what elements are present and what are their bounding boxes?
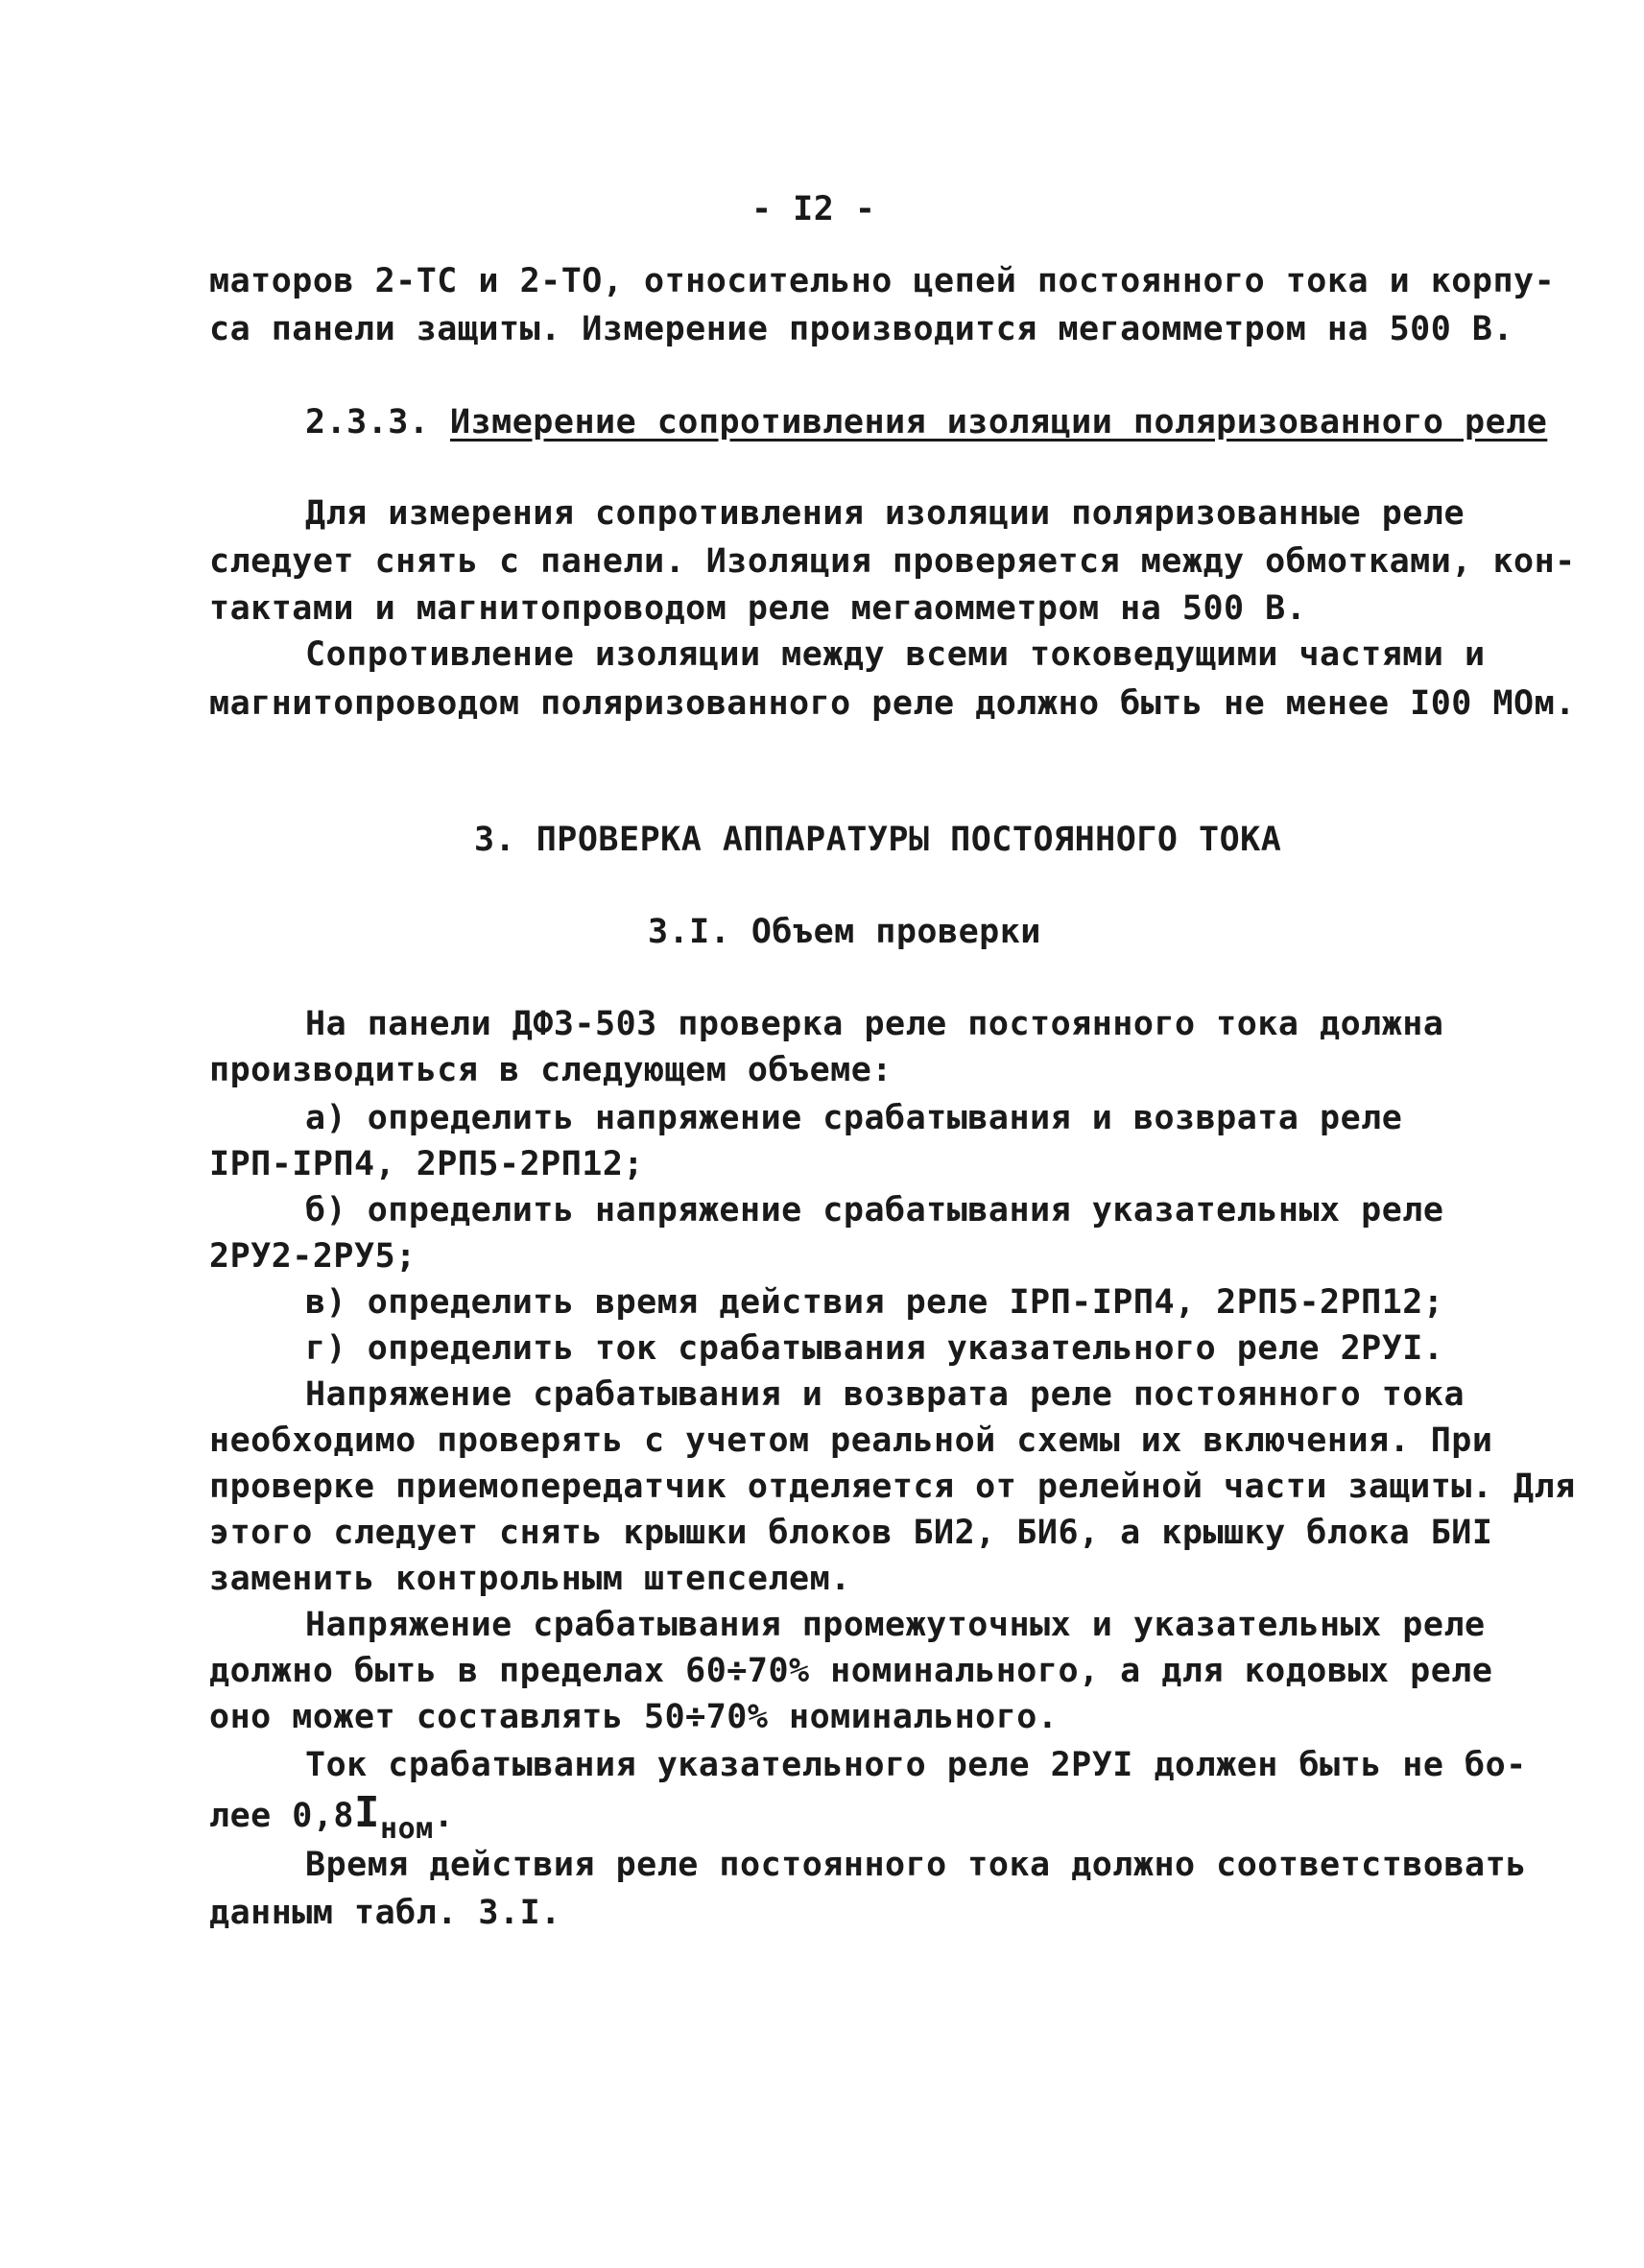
intro-line-2: са панели защиты. Измерение производится мегаомметром на 500 В.	[209, 310, 1514, 348]
s233-p1-line-3: тактами и магнитопроводом реле мегаомметром на 500 В.	[209, 589, 1307, 628]
s3-p3-line-2: должно быть в пределах 60÷70% номинального, а для кодовых реле	[209, 1652, 1493, 1690]
s233-p2-line-2: магнитопроводом поляризованного реле должно быть не менее I00 МОм.	[209, 684, 1576, 723]
s233-p2-line-1: Сопротивление изоляции между всеми токоведущими частями и	[305, 635, 1486, 674]
s233-p1-line-2: следует снять с панели. Изоляция проверяется между обмотками, кон-	[209, 542, 1576, 581]
s3-p5-line-1: Время действия реле постоянного тока должно соответствовать	[305, 1846, 1527, 1884]
section-3-1-subtitle: 3.I. Объем проверки	[648, 913, 1041, 951]
s3-p2-line-1: Напряжение срабатывания и возврата реле постоянного тока	[305, 1375, 1465, 1414]
intro-line-1: маторов 2-ТС и 2-ТО, относительно цепей постоянного тока и корпу-	[209, 262, 1556, 300]
list-item-a-line-1: а) определить напряжение срабатывания и возврата реле	[305, 1099, 1403, 1137]
list-item-b-line-2: 2РУ2-2РУ5;	[209, 1237, 417, 1276]
nominal-current-prefix: лее 0,8	[209, 1797, 355, 1835]
current-symbol: I	[354, 1788, 381, 1837]
s233-p1-line-1: Для измерения сопротивления изоляции поляризованные реле	[305, 494, 1465, 533]
list-item-b-line-1: б) определить напряжение срабатывания указательных реле	[305, 1191, 1444, 1229]
s3-p2-line-5: заменить контрольным штепселем.	[209, 1560, 851, 1598]
section-2-3-3-number: 2.3.3.	[305, 403, 430, 442]
nominal-current-suffix: .	[433, 1797, 455, 1835]
list-item-g-line-1: г) определить ток срабатывания указательного реле 2РУI.	[305, 1329, 1444, 1368]
s3-p2-line-3: проверке приемопередатчик отделяется от релейной части защиты. Для	[209, 1468, 1576, 1506]
s3-p2-line-4: этого следует снять крышки блоков БИ2, БИ6, а крышку блока БИI	[209, 1514, 1493, 1552]
page-number: - I2 -	[751, 190, 876, 228]
nominal-subscript: ном	[380, 1812, 434, 1846]
list-item-v-line-1: в) определить время действия реле IРП-IРП4, 2РП5-2РП12;	[305, 1283, 1444, 1322]
s3-p3-line-3: оно может составлять 50÷70% номинального.	[209, 1698, 1059, 1736]
section-3-title: 3. ПРОВЕРКА АППАРАТУРЫ ПОСТОЯННОГО ТОКА	[474, 821, 1282, 859]
s3-p3-line-1: Напряжение срабатывания промежуточных и указательных реле	[305, 1606, 1486, 1644]
s3-p5-line-2: данным табл. 3.I.	[209, 1894, 561, 1932]
s3-p4-line-1: Ток срабатывания указательного реле 2РУI должен быть не бо-	[305, 1746, 1527, 1784]
s3-p1-line-1: На панели ДФЗ-503 проверка реле постоянного тока должна	[305, 1005, 1444, 1043]
section-2-3-3-title: Измерение сопротивления изоляции поляризованного реле	[450, 403, 1548, 442]
section-2-3-3-heading	[305, 400, 1547, 444]
list-item-a-line-2: IРП-IРП4, 2РП5-2РП12;	[209, 1145, 645, 1183]
s3-p2-line-2: необходимо проверять с учетом реальной схемы их включения. При	[209, 1421, 1493, 1460]
s3-p1-line-2: производиться в следующем объеме:	[209, 1051, 893, 1089]
